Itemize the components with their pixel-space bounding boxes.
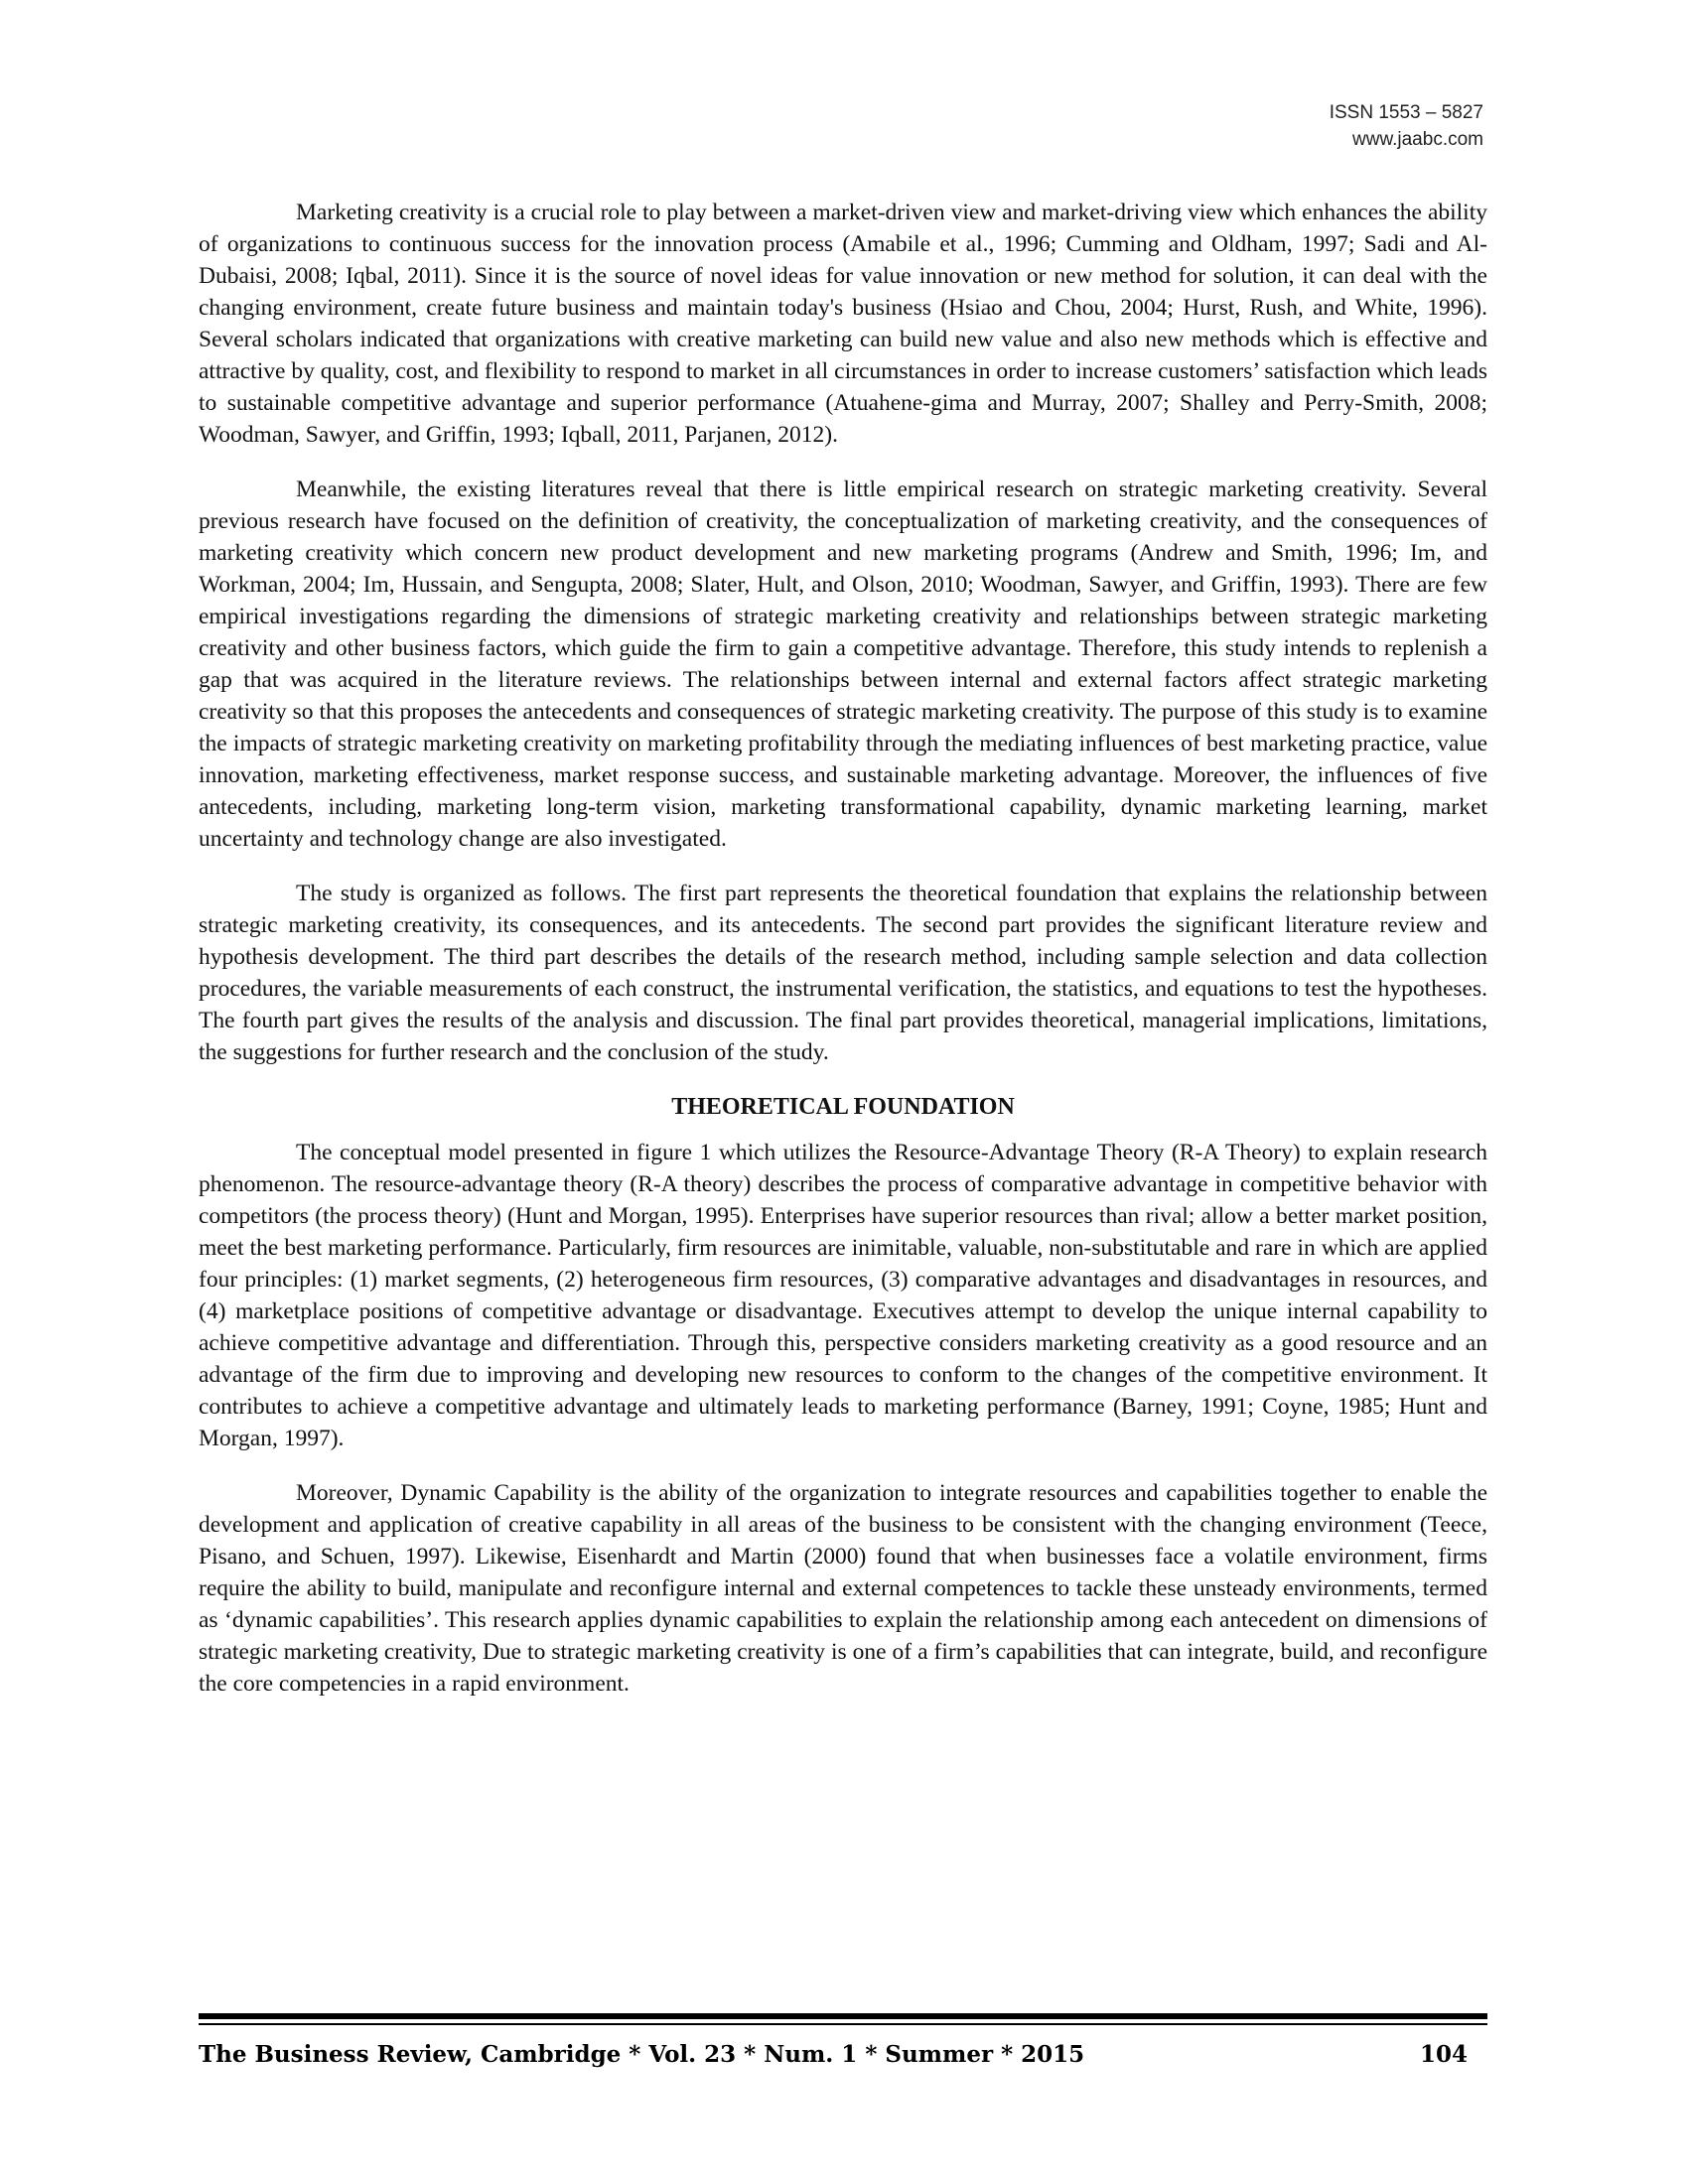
section-paragraph-2: Moreover, Dynamic Capability is the ability of the organization to integrate resources and capabilities together to enable the development and application of creative capability in all areas of the business to be consistent with the changing environment (Teece, Pisano, and Schuen, 1997). Likewise, Eisenhardt and Martin (2000) found that when businesses face a volatile environment, firms require the ability to build, manipulate and reconfigure internal and external competences to tackle these unsteady environments, termed as ‘dynamic capabilities’. This research applies dynamic capabilities to explain the relationship among each antecedent on dimensions of strategic marketing creativity, Due to strategic marketing creativity is one of a firm’s capabilities that can integrate, build, and reconfigure the core competencies in a rapid environment. <box>199 1480 1487 1697</box>
body-paragraph-1: Marketing creativity is a crucial role to play between a market-driven view and market-driving view which enhances the ability of organizations to continuous success for the innovation process (Amabile et al., 1996; Cumming and Oldham, 1997; Sadi and Al-Dubaisi, 2008; Iqbal, 2011). Since it is the source of novel ideas for value innovation or new method for solution, it can deal with the changing environment, create future business and maintain today's business (Hsiao and Chou, 2004; Hurst, Rush, and White, 1996). Several scholars indicated that organizations with creative marketing can build new value and also new methods which is effective and attractive by quality, cost, and flexibility to respond to market in all circumstances in order to increase customers’ satisfaction which leads to sustainable competitive advantage and superior performance (Atuahene-gima and Murray, 2007; Shalley and Perry-Smith, 2008; Woodman, Sawyer, and Griffin, 1993; Iqball, 2011, Parjanen, 2012). <box>199 200 1487 448</box>
journal-website-link[interactable]: www.jaabc.com <box>1352 129 1483 150</box>
footer-rule-thick <box>199 2013 1487 2019</box>
body-paragraph-2: Meanwhile, the existing literatures reveal that there is little empirical research on strategic marketing creativity. Several previous research have focused on the definition of creativity, the conceptualization of marketing creativity, and the consequences of marketing creativity which concern new product development and new marketing programs (Andrew and Smith, 1996; Im, and Workman, 2004; Im, Hussain, and Sengupta, 2008; Slater, Hult, and Olson, 2010; Woodman, Sawyer, and Griffin, 1993). There are few empirical investigations regarding the dimensions of strategic marketing creativity and relationships between strategic marketing creativity and other business factors, which guide the firm to gain a competitive advantage. Therefore, this study intends to replenish a gap that was acquired in the literature reviews. The relationships between internal and external factors affect strategic marketing creativity so that this proposes the antecedents and consequences of strategic marketing creativity. The purpose of this study is to examine the impacts of strategic marketing creativity on marketing profitability through the mediating influences of best marketing practice, value innovation, marketing effectiveness, market response success, and sustainable marketing advantage. Moreover, the influences of five antecedents, including, marketing long-term vision, marketing transformational capability, dynamic marketing learning, market uncertainty and technology change are also investigated. <box>199 477 1487 852</box>
section-heading: THEORETICAL FOUNDATION <box>671 1094 1015 1120</box>
running-header <box>1330 99 1483 153</box>
footer-rule-thin <box>199 2023 1487 2025</box>
running-footer <box>199 2041 1487 2068</box>
article-body <box>199 197 1487 1722</box>
page-number: 104 <box>1419 2041 1468 2068</box>
journal-citation: The Business Review, Cambridge * Vol. 23 * Num. 1 * Summer * 2015 <box>199 2041 1085 2068</box>
section-paragraph-1: The conceptual model presented in figure 1 which utilizes the Resource-Advantage Theory (R-A Theory) to explain research phenomenon. The resource-advantage theory (R-A theory) describes the process of comparative advantage in competitive behavior with competitors (the process theory) (Hunt and Morgan, 1995). Enterprises have superior resources than rival; allow a better market position, meet the best marketing performance. Particularly, firm resources are inimitable, valuable, non-substitutable and rare in which are applied four principles: (1) market segments, (2) heterogeneous firm resources, (3) comparative advantages and disadvantages in resources, and (4) marketplace positions of competitive advantage or disadvantage. Executives attempt to develop the unique internal capability to achieve competitive advantage and differentiation. Through this, perspective considers marketing creativity as a good resource and an advantage of the firm due to improving and developing new resources to conform to the changes of the competitive environment. It contributes to achieve a competitive advantage and ultimately leads to marketing performance (Barney, 1991; Coyne, 1985; Hunt and Morgan, 1997). <box>199 1140 1487 1451</box>
body-paragraph-3: The study is organized as follows. The first part represents the theoretical foundation that explains the relationship between strategic marketing creativity, its consequences, and its antecedents. The second part provides the significant literature review and hypothesis development. The third part describes the details of the research method, including sample selection and data collection procedures, the variable measurements of each construct, the instrumental verification, the statistics, and equations to test the hypotheses. The fourth part gives the results of the analysis and discussion. The final part provides theoretical, managerial implications, limitations, the suggestions for further research and the conclusion of the study. <box>199 881 1487 1065</box>
issn-label: ISSN 1553 – 5827 <box>1329 102 1483 123</box>
